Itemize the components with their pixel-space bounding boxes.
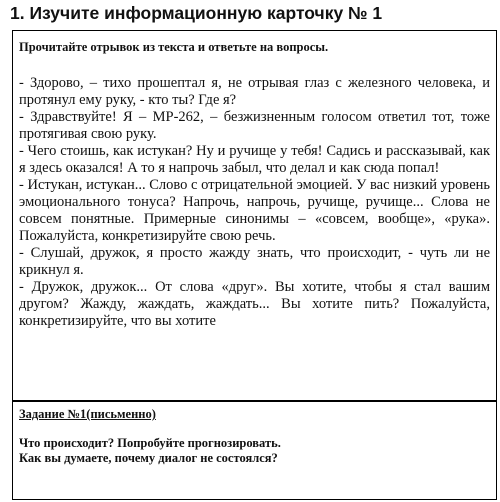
info-card xyxy=(12,30,497,500)
passage-paragraph: - Здравствуйте! Я – МР-262, – безжизненным голосом ответил тот, тоже протягивая свою руку. xyxy=(19,109,490,142)
passage-paragraph: - Дружок, дружок... От слова «друг». Вы хотите, чтобы я стал вашим другом? Жажду, жаждать, жаждать... Вы хотите пить? Пожалуйста, конкретизируйте, что вы хотите xyxy=(19,279,490,329)
task-question: Что происходит? Попробуйте прогнозировать. xyxy=(19,436,281,450)
passage-paragraph: - Слушай, дружок, я просто жажду знать, что происходит, - чуть ли не крикнул я. xyxy=(19,245,490,278)
instruction-text: Прочитайте отрывок из текста и ответьте на вопросы. xyxy=(19,40,329,54)
task-question: Как вы думаете, почему диалог не состоялся? xyxy=(19,451,278,465)
passage-paragraph: - Здорово, – тихо прошептал я, не отрывая глаз с железного человека, и протянул ему руку, - кто ты? Где я? xyxy=(19,75,490,108)
task-title: Задание №1(письменно) xyxy=(19,407,156,421)
passage-paragraph: - Чего стоишь, как истукан? Ну и ручище у тебя! Садись и рассказывай, как я здесь оказался! А то я напрочь забыл, что делал и как сюда попал! xyxy=(19,143,490,176)
page-heading: 1. Изучите информационную карточку № 1 xyxy=(10,3,383,23)
passage-paragraph: - Истукан, истукан... Слово с отрицательной эмоцией. У вас низкий уровень эмоционального тонуса? Напрочь, напрочь, ручище, ручище... Слова не совсем понятные. Примерные синонимы – «совсем, вообще», «рука». Пожалуйста, конкретизируйте свою речь. xyxy=(19,177,490,244)
passage xyxy=(19,75,490,330)
text-section xyxy=(13,31,496,402)
task-section xyxy=(13,404,496,466)
